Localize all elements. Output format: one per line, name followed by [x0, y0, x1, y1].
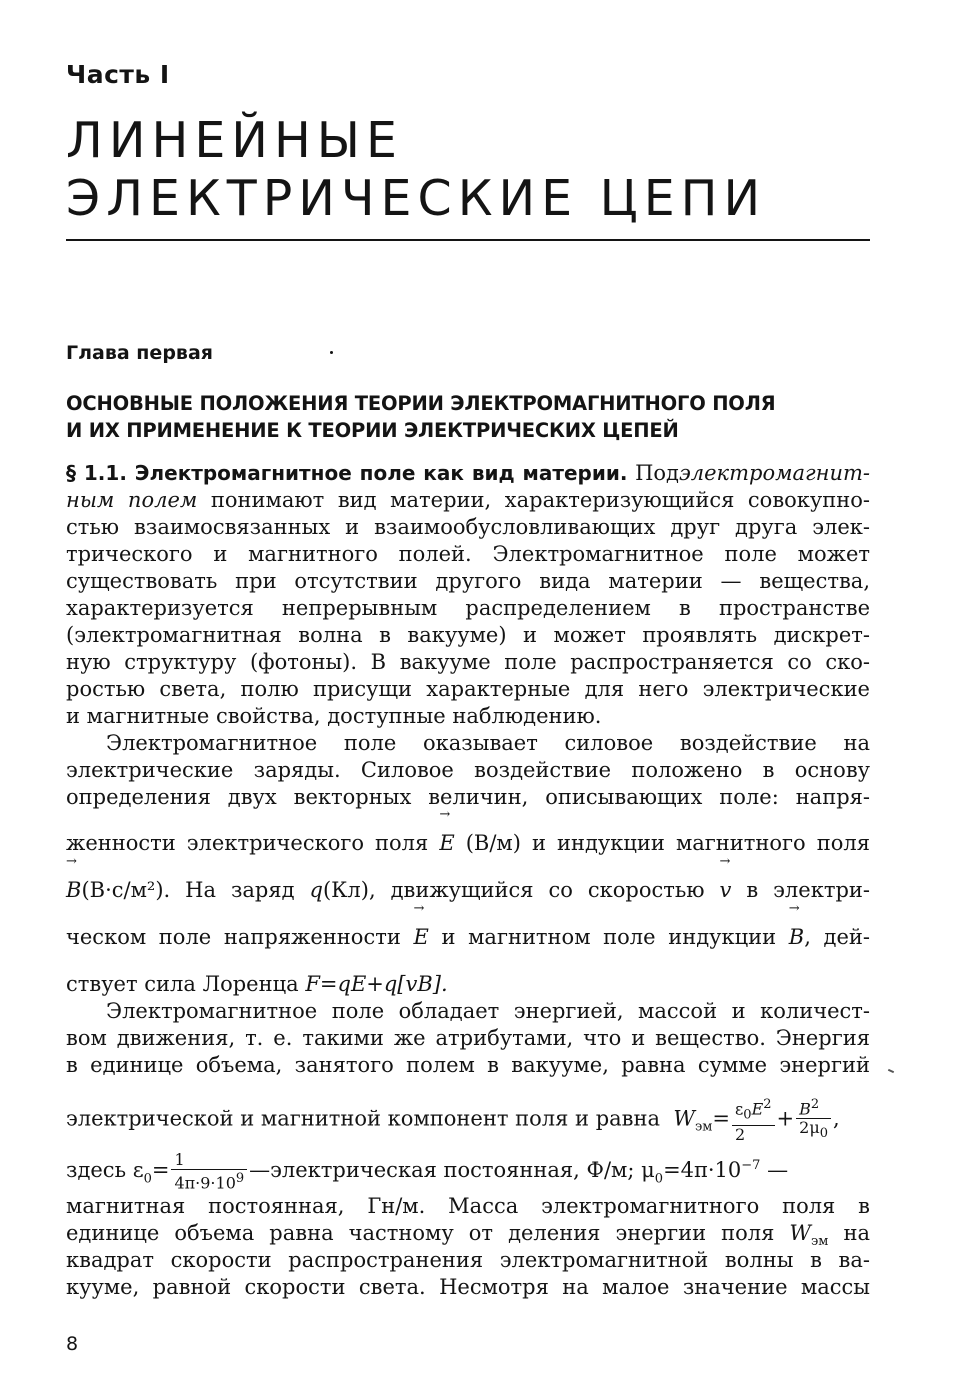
lorentz-formula: F=qE+q[vB].	[305, 972, 448, 996]
section-heading: § 1.1. Электромагнитное поле как вид материи.	[66, 461, 628, 485]
text-line: вом движения, т. е. такими же атрибутами, что и вещество. Энергия	[66, 1026, 870, 1050]
text-line: квадрат скорости распространения электромагнитной волны в ва-	[66, 1248, 870, 1272]
text-line: трического и магнитного полей. Электромагнитное поле может	[66, 542, 870, 566]
chapter-title-line: ОСНОВНЫЕ ПОЛОЖЕНИЯ ТЕОРИИ ЭЛЕКТРОМАГНИТНОГО ПОЛЯ	[66, 392, 776, 415]
text-line: кууме, равной скорости света. Несмотря на малое значение массы	[66, 1275, 870, 1299]
text-line: электрические заряды. Силовое воздействие положено в основу	[66, 758, 870, 782]
text-line: определения двух векторных величин, описывающих поле: напря-	[66, 785, 870, 809]
text-line: ростью света, полю присущи характерные для него электрические	[66, 677, 870, 701]
fraction: $\frac{B^2}{2\mu_0}$	[796, 1096, 831, 1144]
text-line: → B(В·с/м²). На заряд q(Кл), движущийся со скоростью → v в электри-	[66, 877, 870, 904]
text-line: ным полем понимают вид материи, характеризующийся совокупно-	[66, 488, 870, 512]
fraction: $\frac{1}{4\pi\cdot 9\cdot 10^9}$	[171, 1151, 247, 1192]
text-line: ную структуру (фотоны). В вакууме поле распространяется со ско-	[66, 650, 870, 674]
fraction: $\frac{\varepsilon_0E^2}{2}$	[732, 1096, 775, 1144]
margin-mark	[888, 1069, 894, 1073]
text-line: в единице объема, занятого полем в вакууме, равна сумме энергий	[66, 1053, 870, 1077]
chapter-title-line: И ИХ ПРИМЕНЕНИЕ К ТЕОРИИ ЭЛЕКТРИЧЕСКИХ ЦЕПЕЙ	[66, 419, 679, 442]
text-line: магнитная постоянная, Гн/м. Масса электромагнитного поля в	[66, 1194, 870, 1218]
part-label: Часть I	[66, 60, 170, 89]
text-line: стью взаимосвязанных и взаимообусловливающих друг друга элек-	[66, 515, 870, 539]
part-title	[66, 112, 766, 228]
text-line: характеризуется непрерывным распределением в пространстве	[66, 596, 870, 620]
text-line: электрической и магнитной компонент поля и равна $W_{эм}=$ $\frac{\varepsilon_0E^2}{2}$ + $\frac{B^2}{2\mu_0}$ ,	[66, 1097, 840, 1144]
text-line: § 1.1. Электромагнитное поле как вид материи. Подэлектромагнит-	[66, 461, 870, 485]
text-line: единице объема равна частному от деления энергии поля $W_{эм}$ на	[66, 1221, 870, 1250]
text-line: здесь $\varepsilon_0=$ $\frac{1}{4\pi\cdot 9\cdot 10^9}$ —электрическая постоянная, Ф/м; $\mu_0=4\pi\cdot 10^{-7}$ —	[66, 1150, 789, 1193]
text-line: ствует сила Лоренца F=qE+q[vB].	[66, 972, 448, 996]
text-line: ческом поле напряженности → E и магнитном поле индукции → B, дей-	[66, 924, 870, 951]
part-title-line: ЛИНЕЙНЫЕ	[66, 112, 403, 169]
chapter-title	[66, 390, 876, 444]
divider	[66, 239, 870, 241]
text-line: (электромагнитная волна в вакууме) и может проявлять дискрет-	[66, 623, 870, 647]
part-title-line: ЭЛЕКТРИЧЕСКИЕ ЦЕПИ	[66, 170, 767, 227]
speck	[330, 351, 333, 354]
chapter-label: Глава первая	[66, 342, 213, 364]
text-line: и магнитные свойства, доступные наблюдению.	[66, 704, 602, 728]
text-line: Электромагнитное поле обладает энергией, массой и количест-	[106, 999, 870, 1023]
text-line: существовать при отсутствии другого вида материи — вещества,	[66, 569, 870, 593]
page-number: 8	[66, 1333, 79, 1355]
text-line: женности электрического поля → E (В/м) и индукции магнитного поля	[66, 830, 870, 857]
text-line: Электромагнитное поле оказывает силовое воздействие на	[106, 731, 870, 755]
